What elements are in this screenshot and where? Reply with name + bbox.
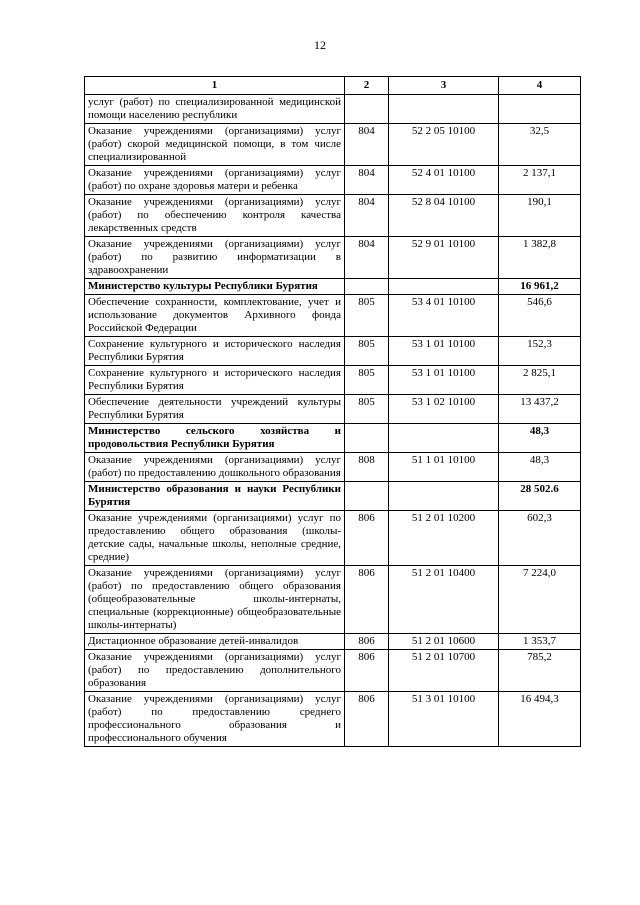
row-code-cell: 805: [345, 366, 389, 395]
table-header-row: [85, 77, 581, 95]
table-row: [85, 453, 581, 482]
row-amount-cell: 152,3: [499, 337, 581, 366]
table-row: [85, 366, 581, 395]
row-amount-cell: 546,6: [499, 295, 581, 337]
row-csr-cell: 51 1 01 10100: [389, 453, 499, 482]
row-name-cell: Оказание учреждениями (организациями) услуг (работ) по обеспечению контроля качества лекарственных средств: [85, 195, 345, 237]
table-row: [85, 237, 581, 279]
table-row: [85, 395, 581, 424]
table-row: [85, 95, 581, 124]
row-code-cell: 805: [345, 295, 389, 337]
row-amount-cell: 48,3: [499, 453, 581, 482]
row-code-cell: 804: [345, 124, 389, 166]
row-code-cell: 804: [345, 237, 389, 279]
row-name-cell: Оказание учреждениями (организациями) услуг (работ) по развитию информатизации в здравоохранении: [85, 237, 345, 279]
row-code-cell: 806: [345, 566, 389, 634]
row-csr-cell: 51 2 01 10400: [389, 566, 499, 634]
row-code-cell: [345, 279, 389, 295]
row-csr-cell: 53 1 02 10100: [389, 395, 499, 424]
row-amount-cell: [499, 95, 581, 124]
row-csr-cell: 52 4 01 10100: [389, 166, 499, 195]
row-name-cell: Обеспечение деятельности учреждений культуры Республики Бурятия: [85, 395, 345, 424]
row-csr-cell: 52 8 04 10100: [389, 195, 499, 237]
row-name-cell: Оказание учреждениями (организациями) услуг (работ) скорой медицинской помощи, в том числе специализированной: [85, 124, 345, 166]
table-row: [85, 337, 581, 366]
table-row: [85, 195, 581, 237]
row-code-cell: [345, 482, 389, 511]
row-amount-cell: 190,1: [499, 195, 581, 237]
table-row: [85, 650, 581, 692]
row-name-cell: Дистационное образование детей-инвалидов: [85, 634, 345, 650]
row-csr-cell: 51 2 01 10600: [389, 634, 499, 650]
row-amount-cell: 7 224,0: [499, 566, 581, 634]
ministry-row: [85, 279, 581, 295]
table-row: [85, 692, 581, 747]
row-code-cell: 804: [345, 166, 389, 195]
row-csr-cell: [389, 95, 499, 124]
row-code-cell: 806: [345, 511, 389, 566]
row-name-cell: Оказание учреждениями (организациями) услуг (работ) по предоставлению дополнительного образования: [85, 650, 345, 692]
column-header-2: 2: [345, 77, 389, 95]
table-row: [85, 295, 581, 337]
row-name-cell: Оказание учреждениями (организациями) услуг (работ) по предоставлению среднего профессионального образования и профессионального обучения: [85, 692, 345, 747]
row-name-cell: Оказание учреждениями (организациями) услуг по предоставлению общего образования (школы-детские сады, начальные школы, неполные средние, средние): [85, 511, 345, 566]
row-code-cell: 805: [345, 395, 389, 424]
row-name-cell: Обеспечение сохранности, комплектование, учет и использование документов Архивного фонда Российской Федерации: [85, 295, 345, 337]
column-header-1: 1: [85, 77, 345, 95]
row-code-cell: 806: [345, 692, 389, 747]
row-amount-cell: 28 502.6: [499, 482, 581, 511]
row-amount-cell: 16 961,2: [499, 279, 581, 295]
row-amount-cell: 32,5: [499, 124, 581, 166]
row-csr-cell: 53 1 01 10100: [389, 366, 499, 395]
row-name-cell: Оказание учреждениями (организациями) услуг (работ) по охране здоровья матери и ребенка: [85, 166, 345, 195]
row-amount-cell: 48,3: [499, 424, 581, 453]
table-row: [85, 124, 581, 166]
row-csr-cell: 53 1 01 10100: [389, 337, 499, 366]
row-csr-cell: [389, 482, 499, 511]
row-amount-cell: 16 494,3: [499, 692, 581, 747]
row-amount-cell: 13 437,2: [499, 395, 581, 424]
row-code-cell: 804: [345, 195, 389, 237]
row-csr-cell: 52 2 05 10100: [389, 124, 499, 166]
row-amount-cell: 602,3: [499, 511, 581, 566]
row-amount-cell: 2 825,1: [499, 366, 581, 395]
row-csr-cell: 51 2 01 10200: [389, 511, 499, 566]
ministry-row: [85, 482, 581, 511]
row-name-cell: Сохранение культурного и исторического наследия Республики Бурятия: [85, 337, 345, 366]
table-body: [85, 95, 581, 747]
row-csr-cell: 53 4 01 10100: [389, 295, 499, 337]
column-header-4: 4: [499, 77, 581, 95]
row-csr-cell: 51 3 01 10100: [389, 692, 499, 747]
page-number: 12: [314, 38, 326, 52]
table-row: [85, 511, 581, 566]
row-code-cell: 808: [345, 453, 389, 482]
column-header-3: 3: [389, 77, 499, 95]
row-code-cell: [345, 95, 389, 124]
row-amount-cell: 1 353,7: [499, 634, 581, 650]
row-code-cell: 806: [345, 634, 389, 650]
table-row: [85, 634, 581, 650]
row-amount-cell: 785,2: [499, 650, 581, 692]
row-csr-cell: [389, 279, 499, 295]
ministry-row: [85, 424, 581, 453]
table-row: [85, 566, 581, 634]
row-code-cell: [345, 424, 389, 453]
row-name-cell: Оказание учреждениями (организациями) услуг (работ) по предоставлению общего образования (общеобразовательные школы-интернаты, специальные (коррекционные) общеобразовательные школы-интернаты): [85, 566, 345, 634]
row-amount-cell: 2 137,1: [499, 166, 581, 195]
row-code-cell: 805: [345, 337, 389, 366]
row-name-cell: Министерство культуры Республики Бурятия: [85, 279, 345, 295]
row-csr-cell: 51 2 01 10700: [389, 650, 499, 692]
row-name-cell: Оказание учреждениями (организациями) услуг (работ) по предоставлению дошкольного образования: [85, 453, 345, 482]
table-row: [85, 166, 581, 195]
row-name-cell: Сохранение культурного и исторического наследия Республики Бурятия: [85, 366, 345, 395]
budget-table: [84, 76, 581, 747]
row-csr-cell: [389, 424, 499, 453]
row-csr-cell: 52 9 01 10100: [389, 237, 499, 279]
row-name-cell: услуг (работ) по специализированной медицинской помощи населению республики: [85, 95, 345, 124]
row-code-cell: 806: [345, 650, 389, 692]
row-name-cell: Министерство образования и науки Республики Бурятия: [85, 482, 345, 511]
row-name-cell: Министерство сельского хозяйства и продовольствия Республики Бурятия: [85, 424, 345, 453]
row-amount-cell: 1 382,8: [499, 237, 581, 279]
